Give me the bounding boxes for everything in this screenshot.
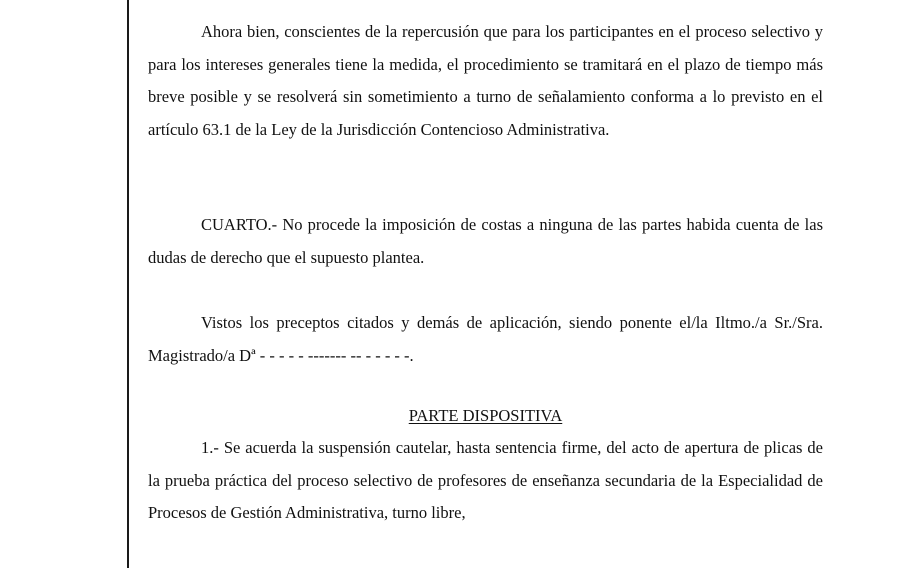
paragraph-dispositive-1: 1.- Se acuerda la suspensión cautelar, hasta sentencia firme, del acto de apertura de plicas de la prueba práctica del proceso selectivo de profesores de enseñanza secundaria de la Especialidad de Procesos de Gestión Administrativa, turno libre, — [148, 438, 823, 522]
section-heading-parte-dispositiva: PARTE DISPOSITIVA — [408, 406, 563, 425]
paragraph-expedited-procedure: Ahora bien, conscientes de la repercusión que para los participantes en el proceso selectivo y para los intereses generales tiene la medida, el procedimiento se tramitará en el plazo de tiempo más breve posible y se resolverá sin sometimiento a turno de señalamiento conforma a lo previsto en el artículo 63.1 de la Ley de la Jurisdicción Contencioso Administrativa. — [148, 22, 823, 139]
paragraph-cuarto-costs: CUARTO.- No procede la imposición de costas a ninguna de las partes habida cuenta de las dudas de derecho que el supuesto plantea. — [148, 215, 823, 267]
paragraph-ponente: Vistos los preceptos citados y demás de aplicación, siendo ponente el/la Iltmo./a Sr./Sra. Magistrado/a Dª - - - - - ------- -- - - - - -. — [148, 313, 823, 365]
left-margin-rule — [127, 0, 129, 568]
